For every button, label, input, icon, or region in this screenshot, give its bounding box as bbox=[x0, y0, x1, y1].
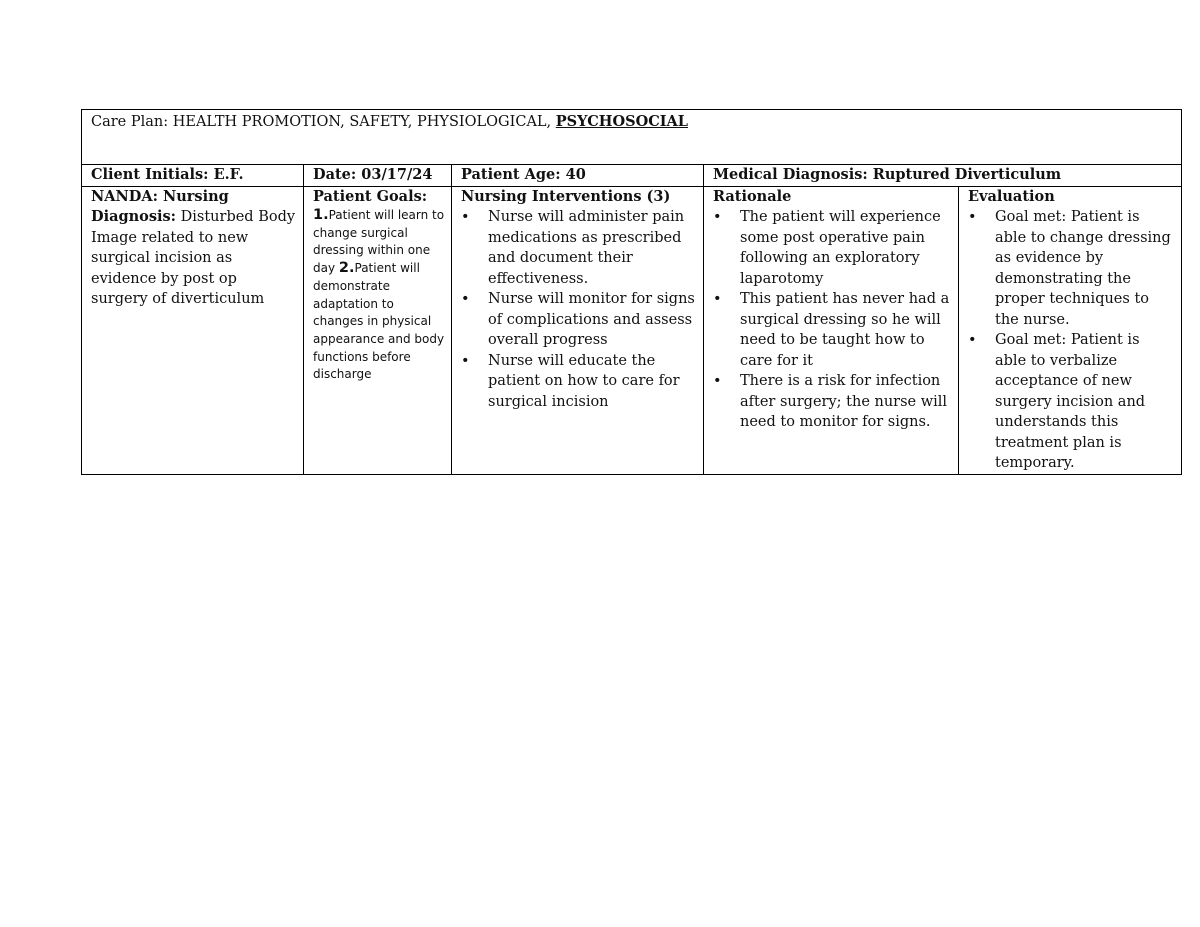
title-cell bbox=[82, 110, 1182, 165]
goals-heading: Patient Goals: bbox=[313, 187, 428, 205]
goals-cell bbox=[304, 186, 452, 474]
nanda-cell bbox=[82, 186, 304, 474]
bullet-icon: • bbox=[461, 291, 470, 307]
intervention-text: Nurse will administer pain medications as prescribed and document their effectiveness. bbox=[488, 209, 685, 287]
content-row bbox=[82, 186, 1182, 474]
title-row bbox=[82, 110, 1182, 165]
bullet-icon: • bbox=[461, 209, 470, 225]
evaluation-cell bbox=[959, 186, 1182, 474]
goal-number: 2. bbox=[338, 260, 355, 277]
list-item bbox=[461, 207, 697, 289]
evaluation-text: Goal met: Patient is able to change dressing as evidence by demonstrating the proper techniques to the nurse. bbox=[995, 209, 1171, 328]
goal-text: Patient will demonstrate adaptation to changes in physical appearance and body functions before discharge bbox=[313, 261, 445, 382]
list-item bbox=[968, 330, 1175, 474]
rationale-text: There is a risk for infection after surgery; the nurse will need to monitor for signs. bbox=[740, 373, 948, 430]
list-item bbox=[461, 351, 697, 413]
goal-text: Patient will learn to change surgical dressing within one day bbox=[313, 208, 445, 276]
interventions-heading: Nursing Interventions (3) bbox=[461, 187, 671, 205]
list-item bbox=[713, 371, 952, 433]
bullet-icon: • bbox=[713, 209, 722, 225]
evaluation-heading: Evaluation bbox=[968, 187, 1055, 205]
rationale-heading: Rationale bbox=[713, 187, 792, 205]
evaluation-list bbox=[968, 207, 1175, 474]
bullet-icon: • bbox=[713, 373, 722, 389]
patient-age: Patient Age: 40 bbox=[452, 165, 704, 187]
header-row bbox=[82, 165, 1182, 187]
care-plan-table bbox=[81, 109, 1182, 475]
care-plan-title-emphasis: PSYCHOSOCIAL bbox=[555, 113, 688, 130]
goal-number: 1. bbox=[313, 207, 329, 223]
rationale-text: This patient has never had a surgical dressing so he will need to be taught how to care for it bbox=[740, 291, 950, 369]
bullet-icon: • bbox=[968, 209, 977, 225]
goals-list bbox=[313, 207, 445, 384]
intervention-text: Nurse will monitor for signs of complications and assess overall progress bbox=[488, 291, 695, 348]
client-initials: Client Initials: E.F. bbox=[82, 165, 304, 187]
medical-diagnosis: Medical Diagnosis: Ruptured Diverticulum bbox=[704, 165, 1182, 187]
interventions-list bbox=[461, 207, 697, 412]
care-plan-title: Care Plan: HEALTH PROMOTION, SAFETY, PHYSIOLOGICAL, bbox=[91, 114, 556, 130]
evaluation-text: Goal met: Patient is able to verbalize acceptance of new surgery incision and understands this treatment plan is temporary. bbox=[995, 332, 1146, 471]
bullet-icon: • bbox=[461, 352, 470, 369]
date: Date: 03/17/24 bbox=[304, 165, 452, 187]
bullet-icon: • bbox=[968, 332, 977, 348]
list-item bbox=[713, 289, 952, 371]
rationale-text: The patient will experience some post operative pain following an exploratory laparotomy bbox=[740, 209, 941, 287]
list-item bbox=[461, 289, 697, 351]
intervention-text: Nurse will educate the patient on how to care for surgical incision bbox=[488, 352, 680, 410]
rationale-list bbox=[713, 207, 952, 433]
nanda-label: NANDA: Nursing Diagnosis: bbox=[91, 187, 229, 225]
list-item bbox=[968, 207, 1175, 330]
nanda-text: Disturbed Body Image related to new surgical incision as evidence by post op surgery of diverticulum bbox=[91, 209, 296, 307]
list-item bbox=[713, 207, 952, 289]
bullet-icon: • bbox=[713, 291, 722, 307]
interventions-cell bbox=[452, 186, 704, 474]
rationale-cell bbox=[704, 186, 959, 474]
